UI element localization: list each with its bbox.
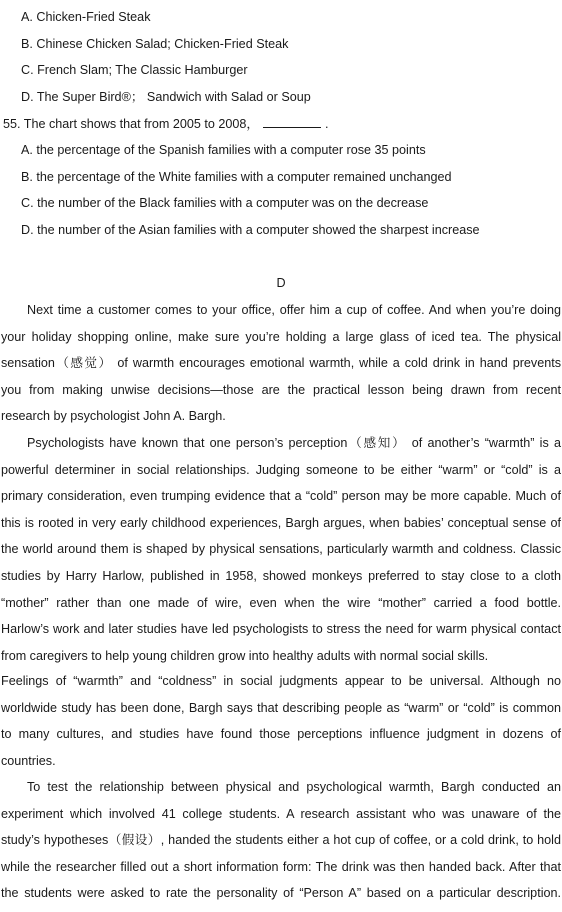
passage-line: from caregivers to help young children grow into healthy adults with normal social skills.	[1, 648, 489, 663]
passage-line: this is rooted in very early childhood experiences, Bargh argues, when babies’ conceptual sense of	[1, 515, 561, 530]
q55-option-b: B. the percentage of the White families with a computer remained unchanged	[21, 170, 452, 184]
section-label: D	[276, 276, 286, 290]
passage-paragraph-3	[1, 673, 561, 779]
passage-line: studies by Harry Harlow, published in 1958, showed monkeys preferred to stay close to a cloth	[1, 568, 561, 583]
passage-line: the world around them is shaped by physical sensations, particularly warmth and coldness. Classic	[1, 542, 561, 557]
passage-line: Feelings of “warmth” and “coldness” in social judgments appear to be universal. Although no	[1, 674, 561, 688]
passage-line: your holiday shopping online, make sure you’re holding a large glass of iced tea. The physical	[1, 329, 561, 344]
q54-option-d: D. The Super Bird®； Sandwich with Salad or Soup	[21, 90, 311, 104]
passage-line: experiment which involved 41 college students. A research assistant who was unaware of the	[1, 806, 561, 821]
passage-paragraph-2	[1, 435, 561, 674]
passage-line: the students were asked to rate the personality of “Person A” based on a particular description.	[1, 886, 561, 901]
q55-option-a: A. the percentage of the Spanish families with a computer rose 35 points	[21, 143, 426, 157]
passage-line: to many cultures, and studies have found those perceptions influence judgment in dozens of	[1, 727, 561, 742]
passage-line: while the researcher filled out a short information form: The drink was then handed back. After that	[1, 859, 561, 874]
q55-option-c: C. the number of the Black families with a computer was on the decrease	[21, 196, 429, 210]
q55-stem	[3, 116, 329, 132]
passage-paragraph-4	[1, 779, 561, 912]
passage-line: To test the relationship between physical and psychological warmth, Bargh conducted an	[27, 780, 561, 794]
q55-option-d: D. the number of the Asian families with a computer showed the sharpest increase	[21, 223, 480, 237]
passage-line: “mother” rather than one made of wire, even when the wire “mother” carried a food bottle.	[1, 595, 561, 610]
q54-option-c: C. French Slam; The Classic Hamburger	[21, 63, 248, 77]
passage-line: study’s hypotheses（假设）, handed the students either a hot cup of coffee, or a cold drink, to hold	[1, 833, 561, 848]
q54-option-b: B. Chinese Chicken Salad; Chicken-Fried Steak	[21, 37, 289, 51]
passage-line: worldwide study has been done, Bargh says that describing people as “warm” or “cold” is common	[1, 700, 561, 715]
q54-option-a: A. Chicken-Fried Steak	[21, 10, 151, 24]
q55-stem-end: .	[325, 117, 329, 131]
passage-paragraph-1	[1, 302, 561, 435]
passage-line: Harlow’s work and later studies have led psychologists to stress the need for warm physical contact	[1, 622, 561, 637]
passage-line: powerful determiner in social relationships. Judging someone to be either “warm” or “cold” is a	[1, 462, 561, 477]
passage-line: Next time a customer comes to your office, offer him a cup of coffee. And when you’re doing	[27, 303, 561, 317]
answer-blank	[263, 116, 321, 128]
passage-line: Psychologists have known that one person’s perception（感知） of another’s “warmth” is a	[27, 436, 561, 450]
q55-stem-text: 55. The chart shows that from 2005 to 2008，	[3, 117, 259, 131]
passage-line: sensation（感觉） of warmth encourages emotional warmth, while a cold drink in hand prevents	[1, 356, 561, 371]
passage-line: primary consideration, even trumping evidence that a “cold” person may be more capable. Much of	[1, 489, 561, 504]
passage-line: you from making unwise decisions—those are the practical lesson being drawn from recent	[1, 382, 561, 397]
passage-line: countries.	[1, 753, 56, 768]
passage-line: research by psychologist John A. Bargh.	[1, 409, 226, 424]
